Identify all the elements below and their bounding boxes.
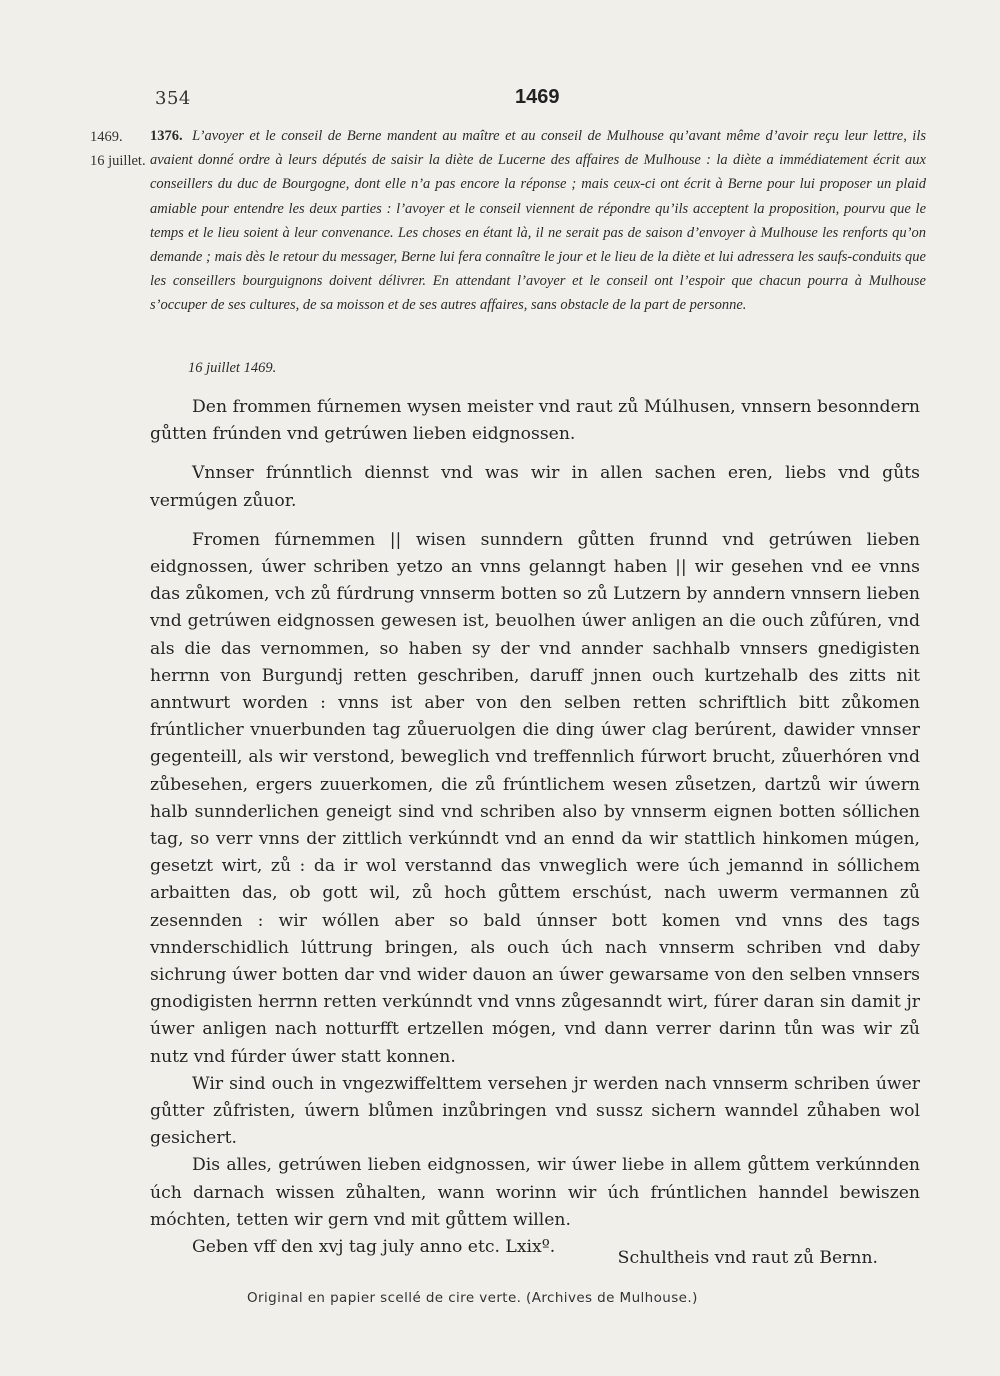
running-head: 1469 bbox=[515, 86, 560, 108]
source-note: Original en papier scellé de cire verte. (Archives de Mulhouse.) bbox=[247, 1290, 698, 1306]
page-number: 354 bbox=[155, 88, 191, 109]
regest-date: 16 juillet 1469. bbox=[188, 360, 277, 376]
letter-paragraph: Dis alles, getrúwen lieben eidgnossen, wir úwer liebe in allem gůttem verkúnnden úch darnach wissen zůhalten, wann worinn wir úch frúntlichen hanndel bewiszen móchten, tetten wir gern vnd mit gůttem willen. bbox=[150, 1155, 920, 1230]
margin-date-day: 16 juillet. bbox=[90, 153, 146, 169]
margin-date bbox=[90, 125, 152, 173]
letter-paragraph: Fromen fúrnemmen || wisen sunndern gůtten frunnd vnd getrúwen lieben eidgnossen, úwer schriben yetzo an vnns gelanngt haben || wir gesehen vnd ee vnns das zůkomen, vch zů fúrdrung vnnserm botten so zů Lutzern by anndern vnnsern lieben vnd getrúwen eidgnossen gewesen ist, beuolhen úwer anligen an die ouch zůfúren, vnd als die das vernommen, so haben sy der vnd annder sachhalb vnnsers gnedigisten herrnn von Burgundj retten geschriben, daruff jnnen ouch kurtzehalb des zitts nit anntwurt worden : vnns ist aber von den selben retten schriftlich bitt zůkomen frúntlicher vnuerbunden tag zůueruolgen die ding úwer clag berúrent, dawider vnnser gegenteill, als wir verstond, beweglich vnd treffennlich fúrwort brucht, zůuerhóren vnd zůbesehen, ergers zuuerkomen, die zů frúntlichem wesen zůsetzen, dartzů wir úwern halb sunnderlichen geneigt sind vnd schriben also by vnnserm eignen botten sóllichen tag, so verr vnns der zittlich verkúnndt vnd an ennd da wir stattlich hinkomen múgen, gesetzt wirt, zů : da ir wol verstannd das vnweglich were úch jemannd in sóllichem arbaitten das, ob gott wil, zů hoch gůttem erschúst, nach uwerm vermannen zů zesennden : wir wóllen aber so bald únnser bott komen vnd vnns des tags vnnderschidlich lúttrung bringen, als ouch úch nach vnnserm schriben vnd daby sichrung úwer botten dar vnd wider dauon an úwer gewarsame von den selben vnnsers gnodigisten herrnn retten verkúnndt vnd vnns zůgesanndt wirt, fúrer daran sin damit jr úwer anligen nach notturfft ertzellen mógen, vnd dann verrer darinn tůn was wir zů nutz vnd fúrder úwer statt konnen. bbox=[150, 529, 920, 1067]
letter-paragraph: Wir sind ouch in vngezwiffelttem versehen jr werden nach vnnserm schriben úwer gůtter zůfristen, úwern blůmen inzůbringen vnd sussz sichern wanndel zůhaben wol gesichert. bbox=[150, 1073, 920, 1149]
letter-signature: Schultheis vnd raut zů Bernn. bbox=[617, 1248, 878, 1268]
letter-greeting: Vnnser frúnntlich diennst vnd was wir in allen sachen eren, liebs vnd gůts vermúgen zůuor. bbox=[150, 463, 920, 511]
regest-text: L’avoyer et le conseil de Berne mandent au maître et au conseil de Mulhouse qu’avant même d’avoir reçu leur lettre, ils avaient donné ordre à leurs députés de saisir la diète de Lucerne des affaires de Mulhouse : la diète a immédiatement écrit aux conseillers du duc de Bourgogne, dont elle n’a pas encore la réponse ; mais ceux-ci ont écrit à Berne pour lui proposer un plaid amiable pour entendre les deux parties : l’avoyer et le conseil viennent de répondre qu’ils acceptent la proposition, pourvu que le temps et le lieu soient à leur convenance. Les choses en étant là, il ne serait pas de saison d’envoyer à Mulhouse les renforts qu’on demande ; mais dès le retour du messager, Berne lui fera connaître le jour et le lieu de la diète et lui adressera les saufs-conduits que les conseillers bourguignons doivent délivrer. En attendant l’avoyer et le conseil ont l’espoir que chacun pourra à Mulhouse s’occuper de ses cultures, de sa moisson et de ses autres affaires, sans obstacle de la part de personne. bbox=[150, 128, 927, 314]
letter-dating: Geben vff den xvj tag july anno etc. Lxixº. bbox=[192, 1237, 556, 1258]
letter-address: Den frommen fúrnemen wysen meister vnd raut zů Múlhusen, vnnsern besonndern gůtten frúnden vnd getrúwen lieben eidgnossen. bbox=[150, 397, 920, 445]
regest-summary bbox=[150, 124, 926, 318]
margin-date-year: 1469. bbox=[90, 129, 123, 145]
document-number: 1376. bbox=[150, 128, 183, 144]
letter-body bbox=[150, 394, 920, 1261]
